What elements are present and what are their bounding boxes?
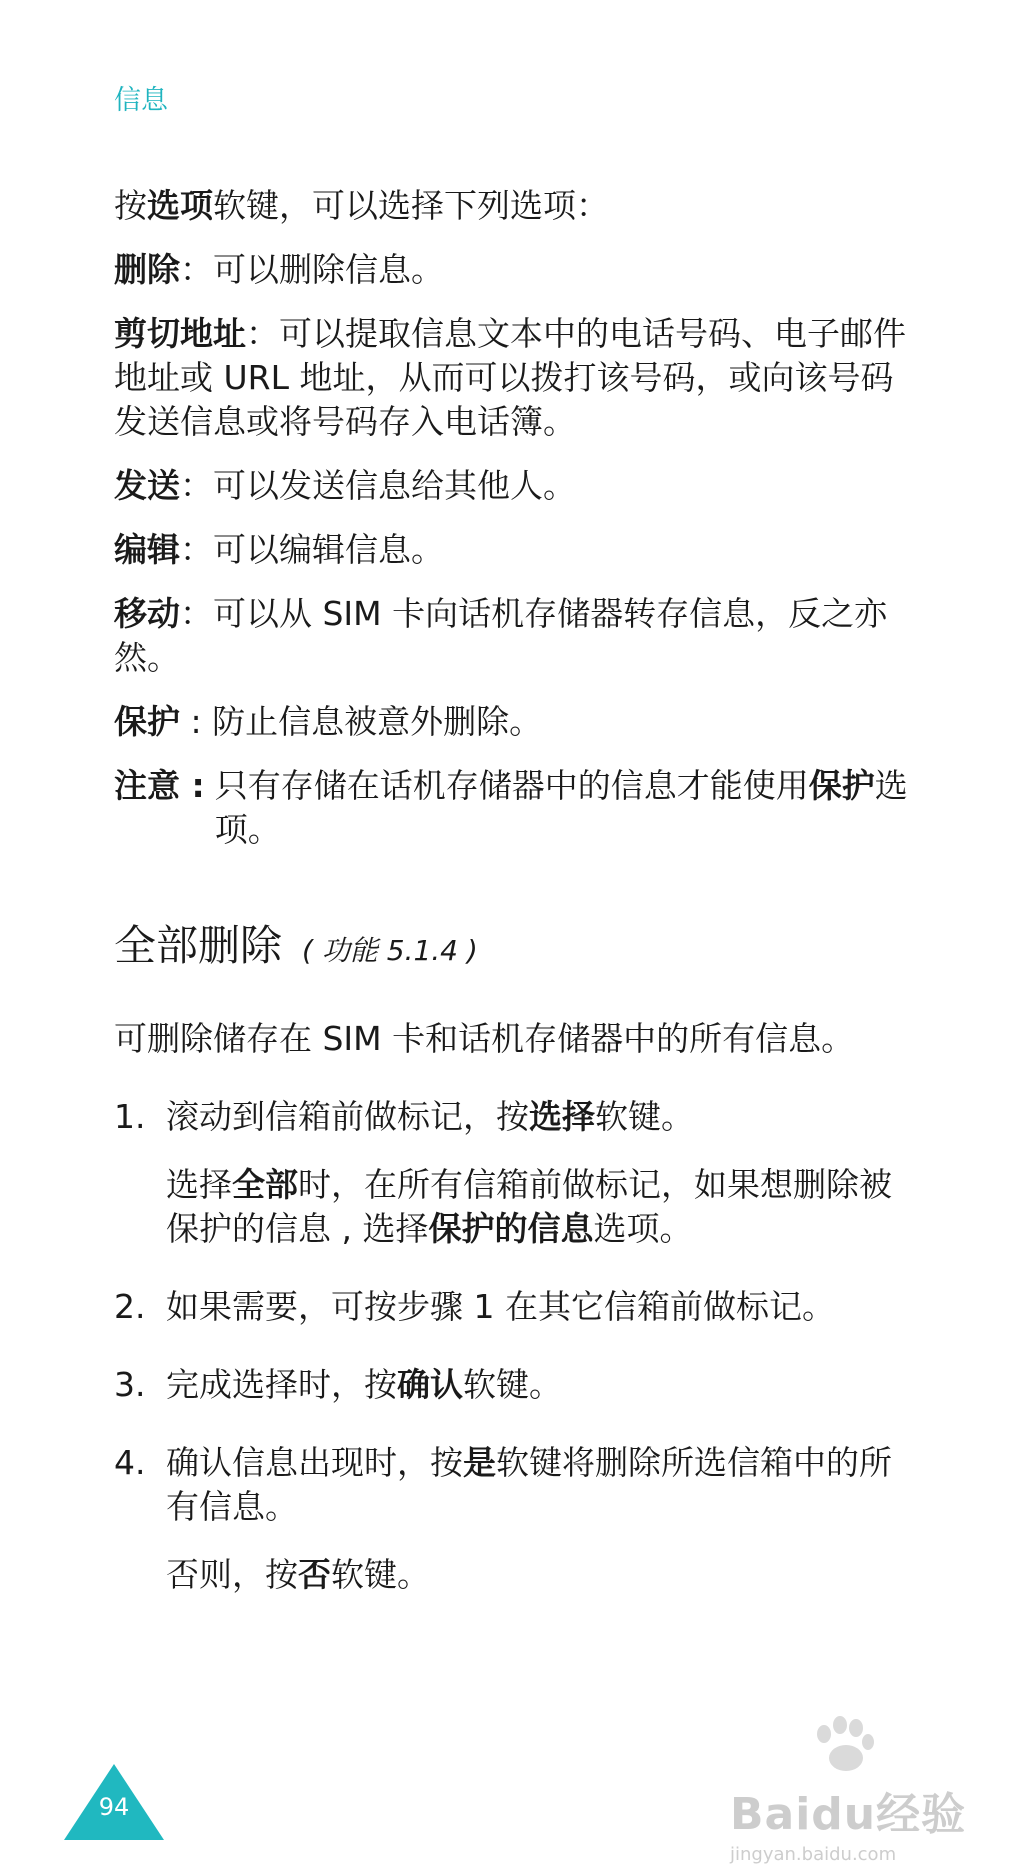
step-text-start: 完成选择时，按 [166, 1365, 397, 1404]
option-send [114, 464, 914, 508]
options-intro [114, 184, 914, 228]
watermark-logo: Baidu经验 [730, 1789, 967, 1840]
sub-text: 选项。 [593, 1209, 693, 1248]
option-separator: ： [180, 250, 213, 289]
sub-bold: 否 [298, 1555, 331, 1594]
option-edit [114, 528, 914, 572]
paw-icon [810, 1716, 880, 1776]
intro-text-end: 软键，可以选择下列选项： [213, 186, 609, 225]
step-body [166, 1095, 914, 1251]
step-body [166, 1363, 914, 1407]
step-number: 3. [114, 1365, 146, 1404]
option-delete [114, 248, 914, 292]
option-label: 发送 [114, 466, 180, 505]
option-label: 移动 [114, 594, 180, 633]
option-separator: ： [180, 466, 213, 505]
option-desc: 可以提取信息文本中的电话号码、电子邮件地址或 URL 地址，从而可以拨打该号码，或向该号码发送信息或将号码存入电话簿。 [114, 314, 906, 441]
option-desc: 可以发送信息给其他人。 [213, 466, 576, 505]
step-text-end: 软键将删除所选信箱中的所有信息。 [166, 1443, 892, 1526]
step-2 [114, 1285, 914, 1329]
option-separator: : [180, 702, 213, 741]
option-label: 剪切地址 [114, 314, 246, 353]
step-text-start: 确认信息出现时，按 [166, 1443, 463, 1482]
page-number: 94 [98, 1793, 130, 1821]
step-number: 1. [114, 1097, 146, 1136]
section-description: 可删除储存在 SIM 卡和话机存储器中的所有信息。 [114, 1019, 855, 1058]
option-desc: 可以编辑信息。 [213, 530, 444, 569]
watermark-url: jingyan.baidu.com [730, 1844, 897, 1865]
sub-bold: 保护的信息 [428, 1209, 594, 1248]
intro-text: 按 [114, 186, 147, 225]
sub-text: 否则，按 [166, 1555, 298, 1594]
step-text [166, 1441, 914, 1529]
steps-list [114, 1095, 914, 1597]
step-bold-key: 确认 [397, 1365, 463, 1404]
option-protect [114, 700, 914, 744]
note-text [205, 764, 914, 852]
option-label: 保护 [114, 702, 180, 741]
function-ref: ( 功能 5.1.4 ) [302, 934, 478, 967]
step-text-end: 软键。 [595, 1097, 694, 1136]
step-number: 2. [114, 1287, 146, 1326]
sub-text: 时，在所有信箱前做标记，如果想删除被保护的信息 , 选择 [166, 1165, 892, 1248]
sub-text: 软键。 [331, 1555, 430, 1594]
step-number: 4. [114, 1443, 146, 1482]
option-label: 编辑 [114, 530, 180, 569]
step-text [166, 1363, 914, 1407]
step-bold-key: 是 [463, 1443, 496, 1482]
section-title [114, 918, 914, 979]
baidu-watermark [730, 1730, 970, 1865]
step-text-end: 软键。 [463, 1365, 562, 1404]
sub-bold: 全部 [232, 1165, 298, 1204]
note-text-start: 只有存储在话机存储器中的信息才能使用 [214, 766, 809, 805]
step-text-start: 滚动到信箱前做标记，按 [166, 1097, 529, 1136]
step-body [166, 1441, 914, 1597]
option-separator: ： [180, 594, 213, 633]
step-1 [114, 1095, 914, 1251]
step-subtext [166, 1553, 914, 1597]
step-3 [114, 1363, 914, 1407]
note-bold-term: 保护 [808, 766, 875, 805]
section-title-text: 全部删除 [114, 921, 283, 970]
step-text [166, 1095, 914, 1139]
running-header: 信息 [114, 85, 168, 116]
step-subtext [166, 1163, 914, 1251]
option-desc: 防止信息被意外删除。 [212, 702, 543, 741]
delete-all-section [114, 918, 914, 1631]
step-bold-key: 选择 [529, 1097, 595, 1136]
sub-text: 选择 [166, 1165, 232, 1204]
option-desc: 可以从 SIM 卡向话机存储器转存信息，反之亦然。 [114, 594, 888, 677]
step-4 [114, 1441, 914, 1597]
options-list [114, 184, 914, 852]
note [114, 764, 914, 852]
option-cut-address [114, 312, 914, 444]
step-text-start: 如果需要，可按步骤 1 在其它信箱前做标记。 [166, 1287, 835, 1326]
option-move [114, 592, 914, 680]
option-separator: ： [246, 314, 279, 353]
step-text [166, 1285, 914, 1329]
note-text-end: 选项。 [214, 766, 908, 849]
option-desc: 可以删除信息。 [213, 250, 444, 289]
note-label: 注意 : [114, 766, 205, 805]
option-label: 删除 [114, 250, 180, 289]
step-body [166, 1285, 914, 1329]
intro-bold-key: 选项 [147, 186, 213, 225]
option-separator: ： [180, 530, 213, 569]
